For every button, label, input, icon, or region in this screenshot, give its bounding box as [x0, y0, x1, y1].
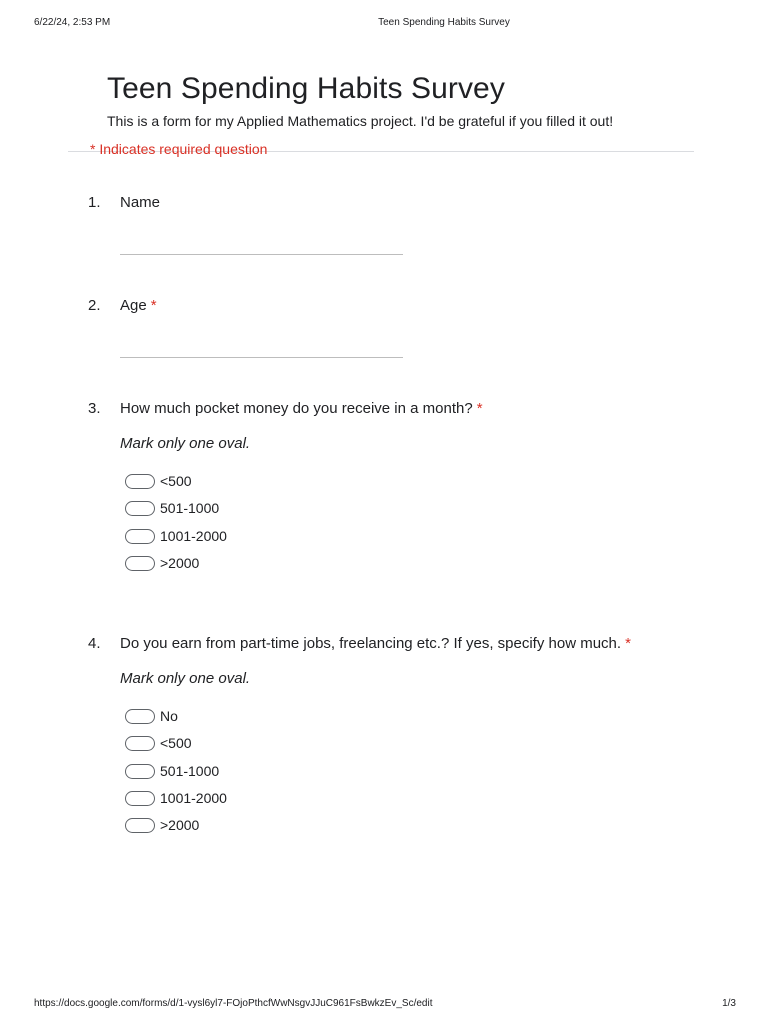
option-radio[interactable]	[125, 499, 219, 517]
question-number: 1.	[88, 194, 101, 211]
question-instruction: Mark only one oval.	[120, 435, 251, 452]
question-number: 3.	[88, 400, 101, 417]
option-radio[interactable]	[125, 789, 227, 807]
form-title: Teen Spending Habits Survey	[107, 72, 505, 105]
option-label: No	[160, 708, 178, 724]
option-label: 501-1000	[160, 763, 220, 779]
option-label: <500	[160, 473, 192, 489]
option-radio[interactable]	[125, 707, 178, 725]
option-label: <500	[160, 735, 192, 751]
radio-oval[interactable]	[125, 818, 155, 833]
radio-oval[interactable]	[125, 556, 155, 571]
form-description: This is a form for my Applied Mathematics project. I'd be grateful if you filled it out!	[107, 113, 614, 129]
option-label: >2000	[160, 555, 200, 571]
required-asterisk: *	[150, 297, 157, 314]
print-page-number: 1/3	[722, 998, 736, 1009]
name-answer-field[interactable]	[120, 254, 403, 255]
question-number: 2.	[88, 297, 101, 314]
option-label: 501-1000	[160, 500, 220, 516]
radio-oval[interactable]	[125, 529, 155, 544]
radio-oval[interactable]	[125, 501, 155, 516]
question-number: 4.	[88, 635, 101, 652]
age-answer-field[interactable]	[120, 357, 403, 358]
option-label: 1001-2000	[160, 790, 227, 806]
option-label: 1001-2000	[160, 528, 227, 544]
radio-oval[interactable]	[125, 791, 155, 806]
option-radio[interactable]	[125, 472, 192, 490]
option-radio[interactable]	[125, 527, 227, 545]
option-label: >2000	[160, 817, 200, 833]
question-title: How much pocket money do you receive in a month? *	[120, 400, 483, 417]
question-title: Age *	[120, 297, 157, 314]
radio-oval[interactable]	[125, 474, 155, 489]
question-instruction: Mark only one oval.	[120, 670, 251, 687]
print-datetime: 6/22/24, 2:53 PM	[34, 17, 111, 28]
print-doc-title: Teen Spending Habits Survey	[378, 17, 510, 28]
print-footer-url: https://docs.google.com/forms/d/1-vysl6yl7-FOjoPthcfWwNsgvJJuC961FsBwkzEv_Sc/edit	[34, 998, 433, 1009]
required-asterisk: *	[625, 635, 631, 652]
radio-oval[interactable]	[125, 736, 155, 751]
option-radio[interactable]	[125, 762, 219, 780]
question-title: Do you earn from part-time jobs, freelancing etc.? If yes, specify how much. *	[120, 635, 631, 652]
option-radio[interactable]	[125, 734, 192, 752]
radio-oval[interactable]	[125, 764, 155, 779]
required-note: * Indicates required question	[90, 141, 268, 157]
radio-oval[interactable]	[125, 709, 155, 724]
option-radio[interactable]	[125, 816, 199, 834]
required-asterisk: *	[476, 400, 483, 417]
option-radio[interactable]	[125, 554, 199, 572]
question-title: Name	[120, 194, 161, 211]
